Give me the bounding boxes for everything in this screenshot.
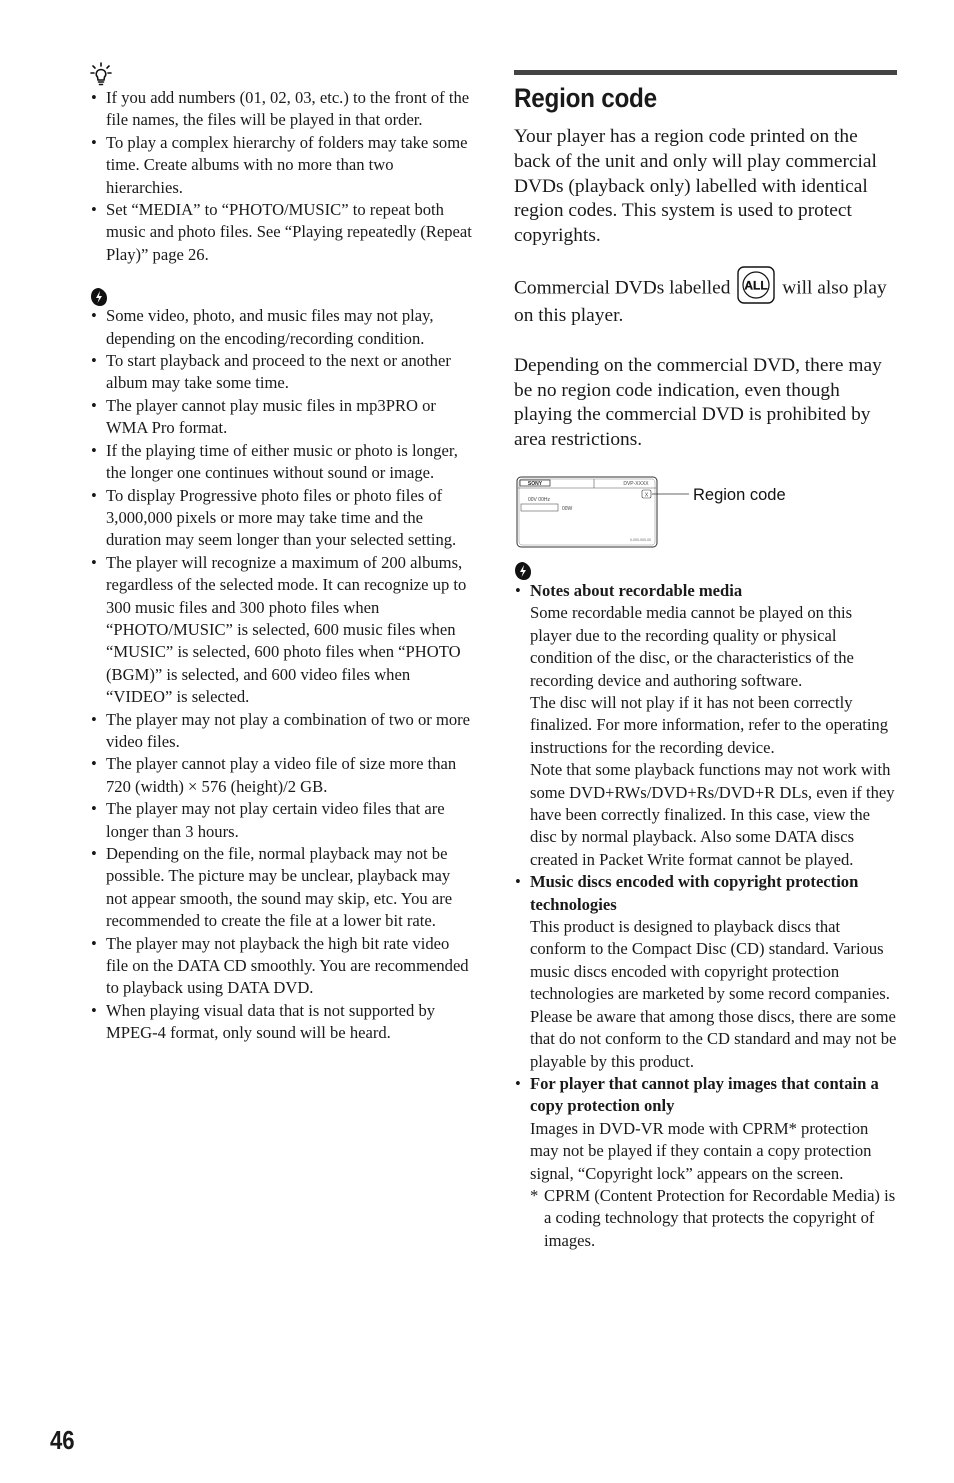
note-icon [514, 561, 532, 581]
list-item: • To display Progressive photo files or photo files of 3,000,000 pixels or more may take time and the duration may seem longer than your selected setting. [90, 485, 474, 552]
note-text: Note that some playback functions may not work with some DVD+RWs/DVD+Rs/DVD+R DLs, even if they have been correctly finalized. In this case, view the disc by normal playback. Also some DATA discs created in Packet Write format cannot be played. [530, 760, 895, 869]
list-item: • To play a complex hierarchy of folders may take some time. Create albums with no more than two hierarchies. [90, 132, 474, 199]
list-item [514, 1073, 897, 1252]
note-text: The disc will not play if it has not been correctly finalized. For more information, refer to the operating instructions for the recording device. [530, 693, 889, 757]
list-item: • The player may not playback the high bit rate video file on the DATA CD smoothly. You are recommended to playback using DATA DVD. [90, 933, 474, 1000]
note-text: This product is designed to playback discs that conform to the Compact Disc (CD) standard. Various music discs encoded with copyright protection technologies are marketed by some record companies. Please be aware that among those discs, there are some that do not conform to the CD standard and may not be playable by this product. [530, 917, 897, 1071]
section-title: Region code [514, 83, 657, 113]
model-text: DVP-XXXX [623, 480, 649, 487]
region-all-logo [737, 266, 775, 304]
right-column [514, 70, 897, 1252]
region-paragraph-2 [514, 274, 897, 329]
list-item: • The player cannot play music files in mp3PRO or WMA Pro format. [90, 395, 474, 440]
list-item: • The player may not play certain video files that are longer than 3 hours. [90, 798, 474, 843]
region-paragraph-3: Depending on the commercial DVD, there may be no region code indication, even though playing the commercial DVD is prohibited by area restrictions. [514, 354, 882, 451]
list-item [514, 580, 897, 871]
list-item [514, 871, 897, 1073]
list-item: • The player cannot play a video file of size more than 720 (width) × 576 (height)/2 GB. [90, 753, 474, 798]
region-mark-text: X [644, 492, 649, 499]
note-icon [90, 287, 108, 307]
list-item: • If you add numbers (01, 02, 03, etc.) to the front of the file names, the files will be played in that order. [90, 87, 474, 132]
notes-list-left [90, 305, 474, 1044]
note-heading: • Notes about recordable media [530, 580, 743, 600]
list-item: • Depending on the file, normal playback may not be possible. The picture may be unclear, playback may not appear smooth, the sound may skip, etc. You are recommended to create the file at a lower bit rate. [90, 843, 474, 933]
section-rule [514, 70, 897, 75]
list-item: • When playing visual data that is not supported by MPEG-4 format, only sound will be heard. [90, 1000, 474, 1045]
list-item: • Some video, photo, and music files may not play, depending on the encoding/recording condition. [90, 305, 474, 350]
voltage-text: 00V 00Hz [528, 496, 550, 503]
back-panel-diagram [514, 471, 897, 551]
list-item: • The player may not play a combination of two or more video files. [90, 709, 474, 754]
notes-list-right [514, 580, 897, 1252]
region-code-callout: Region code [693, 485, 786, 504]
left-column [90, 62, 474, 1045]
back-panel-svg [514, 471, 814, 551]
serial-text: 0-000-000-00 [629, 537, 651, 542]
note-heading: • For player that cannot play images that contain a copy protection only [530, 1073, 879, 1116]
footnote-text: CPRM (Content Protection for Recordable Media) is a coding technology that protects the copyright of images. [544, 1185, 896, 1250]
tips-list [90, 87, 474, 266]
footnote-marker: * [530, 1185, 539, 1205]
lightbulb-icon [90, 62, 112, 86]
note-heading: • Music discs encoded with copyright protection technologies [530, 872, 859, 914]
watt-text: 00W [562, 505, 573, 512]
list-item: • Set “MEDIA” to “PHOTO/MUSIC” to repeat both music and photo files. See “Playing repeatedly (Repeat Play)” page 26. [90, 199, 474, 266]
note-text: Some recordable media cannot be played on this player due to the recording quality or physical condition of the disc, or the characteristics of the recording device and authoring software. [530, 603, 854, 690]
all-logo-text: ALL [744, 278, 769, 293]
brand-text: SONY [527, 480, 543, 487]
page-number: 46 [50, 1425, 75, 1455]
list-item: • The player will recognize a maximum of 200 albums, regardless of the selected mode. It can recognize up to 300 music files and 300 photo files when “PHOTO/MUSIC” is selected, 600 music files when “MUSIC” is selected, 600 photo files when “PHOTO (BGM)” is selected, and 600 video files when “VIDEO” is selected. [90, 552, 474, 709]
list-item: • If the playing time of either music or photo is longer, the longer one continues without sound or image. [90, 440, 474, 485]
region-paragraph-2-start: Commercial DVDs labelled [514, 277, 731, 299]
power-inlet [521, 504, 558, 511]
region-paragraph-2-end: will also play on this player. [514, 277, 887, 326]
note-text: Images in DVD-VR mode with CPRM* protection may not be played if they contain a copy protection signal, “Copyright lock” appears on the screen. [530, 1118, 872, 1183]
region-paragraph-1: Your player has a region code printed on the back of the unit and only will play commercial DVDs (playback only) labelled with identical region codes. This system is used to protect copyrights. [514, 126, 877, 247]
list-item: • To start playback and proceed to the next or another album may take some time. [90, 350, 474, 395]
footnote [530, 1185, 897, 1252]
